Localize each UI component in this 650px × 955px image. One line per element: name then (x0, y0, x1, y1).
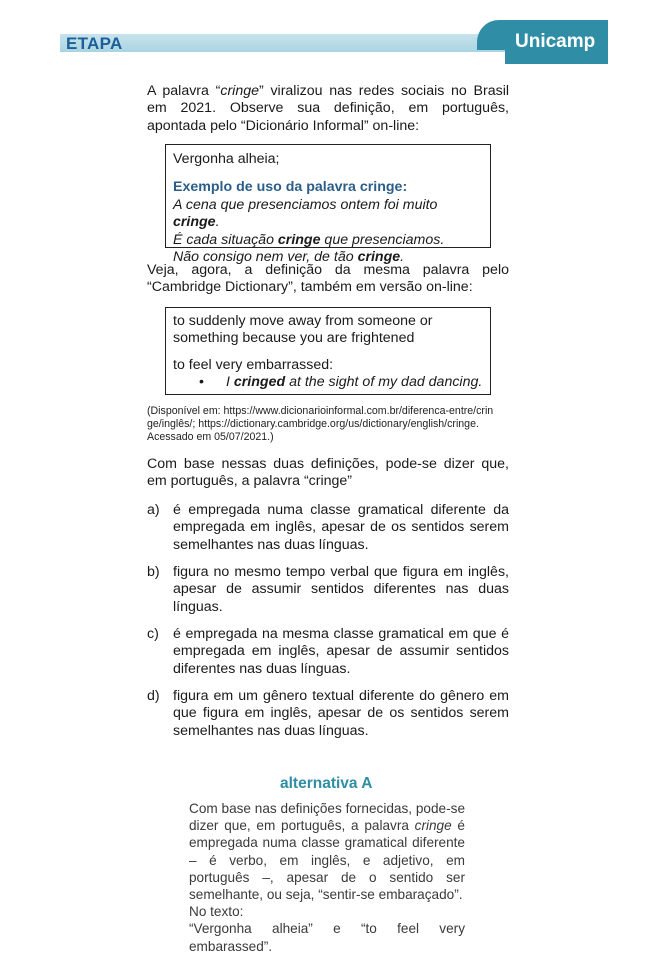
answer-explanation (189, 800, 465, 955)
definition-pt: Vergonha alheia; (173, 151, 280, 167)
answer-text-label: No texto: (189, 904, 244, 920)
etapa-logo: ETAPA (66, 34, 123, 53)
source-citation: (Disponível em: https://www.dicionarioinformal.com.br/diferenca-entre/crin ge/inglês/; https://dictionary.cambridge.org/us/dictionary/english/cringe. Acessado em 05/07/2021.) (147, 405, 494, 443)
example-1: A cena que presenciamos ontem foi muito cringe. (173, 196, 438, 231)
unicamp-label: Unicamp (515, 31, 596, 52)
alternative-a: a) é empregada numa classe gramatical diferente da empregada em inglês, apesar de os sentidos serem semelhantes nas duas línguas. (147, 502, 509, 553)
alternative-c: c) é empregada na mesma classe gramatical em que é empregada em inglês, apesar de assumir sentidos diferentes nas duas línguas. (147, 626, 509, 677)
example-3: Não consigo nem ver, de tão cringe. (173, 249, 405, 266)
question-intro: A palavra “cringe” viralizou nas redes sociais no Brasil em 2021. Observe sua definição, em português, apontada pelo “Dicionário Informal” on-line: (147, 83, 509, 134)
unicamp-tab (505, 20, 608, 64)
alternative-d: d) figura em um gênero textual diferente do gênero em que figura em inglês, apesar de os sentidos serem semelhantes nas duas línguas. (147, 688, 509, 739)
question-prompt: Com base nessas duas definições, pode-se dizer que, em português, a palavra “cringe” (147, 456, 509, 490)
bullet-icon: • (199, 374, 204, 391)
answer-title: alternativa A (280, 775, 373, 792)
answer-paragraph: Com base nas definições fornecidas, pode-se dizer que, em português, a palavra cringe é empregada numa classe gramatical diferente – é verbo, em inglês, e adjetivo, em português –, apesar de o sentido ser semelhante, ou seja, “sentir-se embaraçado”. (189, 801, 465, 903)
middle-text: Veja, agora, a definição da mesma palavra pelo “Cambridge Dictionary”, também em versão on-line: (147, 262, 509, 296)
example-2: É cada situação cringe que presenciamos. (173, 231, 445, 248)
answer-quote: “Vergonha alheia” e “to feel very embarassed”. (189, 921, 465, 954)
definition-en-2: to feel very embarrassed: (173, 356, 334, 373)
example-heading: Exemplo de uso da palavra cringe: (173, 179, 408, 196)
alternative-b: b) figura no mesmo tempo verbal que figura em inglês, apesar de assumir sentidos diferentes nas duas línguas. (147, 564, 509, 615)
definition-en-1: to suddenly move away from someone or something because you are frightened (173, 313, 433, 347)
cambridge-example: • I cringed at the sight of my dad dancing. (199, 374, 483, 391)
dicionario-informal-box (165, 144, 491, 266)
cambridge-box (165, 307, 491, 395)
